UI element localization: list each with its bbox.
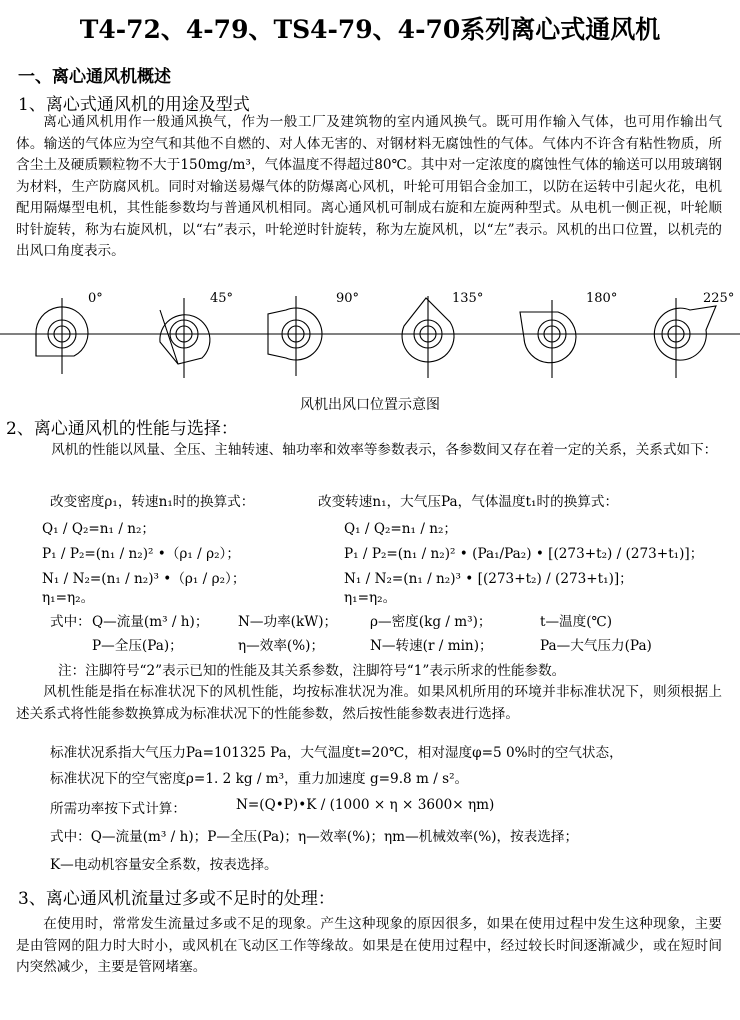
left-formula-2: P₁ / P₂=(n₁ / n₂)² •（ρ₁ / ρ₂）；: [42, 546, 240, 562]
standard-condition-paragraph: 风机性能是指在标准状况下的风机性能，均按标准状况为准。如果风机所用的环境并非标准状况下，则须根据上述关系式将性能参数换算成为标准状况下的性能参数，然后按性能参数表进行选择。: [16, 684, 722, 722]
outlet-position-diagram: [0, 288, 740, 388]
power-legend-2: K—电动机容量安全系数，按表选择。: [50, 857, 278, 873]
subsection-heading-performance: 2、离心通风机的性能与选择：: [6, 419, 238, 439]
usage-paragraph: 离心通风机用作一般通风换气，作为一般工厂及建筑物的室内通风换气。既可用作输入气体，也可用作输出气体。输送的气体应为空气和其他不自燃的、对人体无害的、对钢材料无腐蚀性的气体。气体内不许含有粘性物质，所含尘土及硬质颗粒物不大于150mg/m³，气体温度不得超过80℃。其中对一定浓度的腐蚀性气体的输送可以用玻璃钢为材料，生产防腐风机。同时对输送易爆气体的防爆离心风机，叶轮可用铝合金加工，以防在运转中引起火花，电机配用隔爆型电机，其性能参数均与普通风机相同。离心通风机可制成右旋和左旋两种型式。从电机一侧正视，叶轮顺时针旋转，称为右旋风机，以“右”表示，叶轮逆时针旋转，称为左旋风机，以“左”表示。风机的出口位置，以机壳的出风口角度表示。: [16, 114, 722, 259]
power-formula-label: 所需功率按下式计算：: [50, 801, 186, 817]
left-formula-title: 改变密度ρ₁，转速n₁时的换算式：: [50, 494, 255, 510]
legend-temperature: t—温度(℃): [540, 614, 613, 630]
fan-housing-225: [654, 298, 716, 378]
legend-density: ρ—密度(kg / m³)；: [370, 614, 492, 630]
left-formula-1: Q₁ / Q₂=n₁ / n₂；: [42, 521, 156, 537]
fan-housing-0: [36, 298, 88, 374]
subsection-heading-flow-issues: 3、离心通风机流量过多或不足时的处理：: [18, 889, 335, 909]
right-formula-2: P₁ / P₂=(n₁ / n₂)² • (Pa₁/Pa₂) • [(273+t₂) / (273+t₁)]；: [344, 546, 704, 562]
right-formula-3: N₁ / N₂=(n₁ / n₂)³ • [(273+t₂) / (273+t₁)]；: [344, 571, 633, 587]
angle-label-45: 45°: [210, 291, 234, 306]
power-legend-1: 式中：Q—流量(m³ / h)；P—全压(Pa)；η—效率(%)；ηm—机械效率(%)，按表选择；: [50, 829, 579, 845]
fan-housing-90: [268, 296, 322, 376]
standard-condition-1: 标准状况系指大气压力Pa=101325 Pa，大气温度t=20℃，相对湿度φ=5 0%时的空气状态，: [50, 745, 623, 761]
document-title: T4-72、4-79、TS4-79、4-70系列离心式通风机: [79, 15, 661, 44]
fan-housing-135: [402, 296, 454, 378]
footnote-note: 注：注脚符号“2”表示已知的性能及其关系参数，注脚符号“1”表示所求的性能参数。: [58, 663, 566, 679]
left-formula-3: N₁ / N₂=(n₁ / n₂)³ •（ρ₁ / ρ₂）；: [42, 571, 246, 587]
legend-flow: Q—流量(m³ / h)；: [92, 614, 209, 630]
angle-label-180: 180°: [586, 291, 618, 306]
fan-housing-180: [520, 300, 576, 378]
legend-speed: N—转速(r / min)；: [370, 638, 493, 654]
angle-label-225: 225°: [703, 291, 735, 306]
right-formula-title: 改变转速n₁，大气压Pa，气体温度t₁时的换算式：: [318, 494, 619, 510]
angle-label-0: 0°: [88, 291, 103, 306]
right-formula-1: Q₁ / Q₂=n₁ / n₂；: [344, 521, 458, 537]
standard-condition-2: 标准状况下的空气密度ρ=1. 2 kg / m³，重力加速度 g=9.8 m / s²。: [50, 771, 469, 787]
right-formula-4: η₁=η₂。: [344, 590, 397, 606]
diagram-caption: 风机出风口位置示意图: [300, 397, 440, 413]
subsection-heading-usage: 1、离心式通风机的用途及型式: [18, 95, 250, 115]
fan-housing-45: [160, 298, 210, 378]
legend-atm-pressure: Pa—大气压力(Pa): [540, 638, 652, 654]
power-formula: N=(Q•P)•K / (1000 × η × 3600× ηm): [236, 797, 495, 813]
legend-pressure: P—全压(Pa)；: [92, 638, 183, 654]
legend-efficiency: η—效率(%)；: [238, 638, 325, 654]
flow-issues-paragraph: 在使用时，常常发生流量过多或不足的现象。产生这种现象的原因很多，如果在使用过程中发生这种现象，主要是由管网的阻力时大时小，或风机在飞动区工作等缘故。如果是在使用过程中，经过较长时间逐渐减少，或在短时间内突然减少，主要是管网堵塞。: [16, 916, 722, 975]
section-heading-overview: 一、离心通风机概述: [18, 67, 171, 87]
left-formula-4: η₁=η₂。: [42, 590, 95, 606]
angle-label-135: 135°: [452, 291, 484, 306]
legend-prefix: 式中：: [50, 614, 91, 630]
legend-power: N—功率(kW)；: [238, 614, 338, 630]
performance-intro: 风机的性能以风量、全压、主轴转速、轴功率和效率等参数表示，各参数间又存在着一定的关系，关系式如下：: [51, 442, 718, 458]
angle-label-90: 90°: [336, 291, 360, 306]
